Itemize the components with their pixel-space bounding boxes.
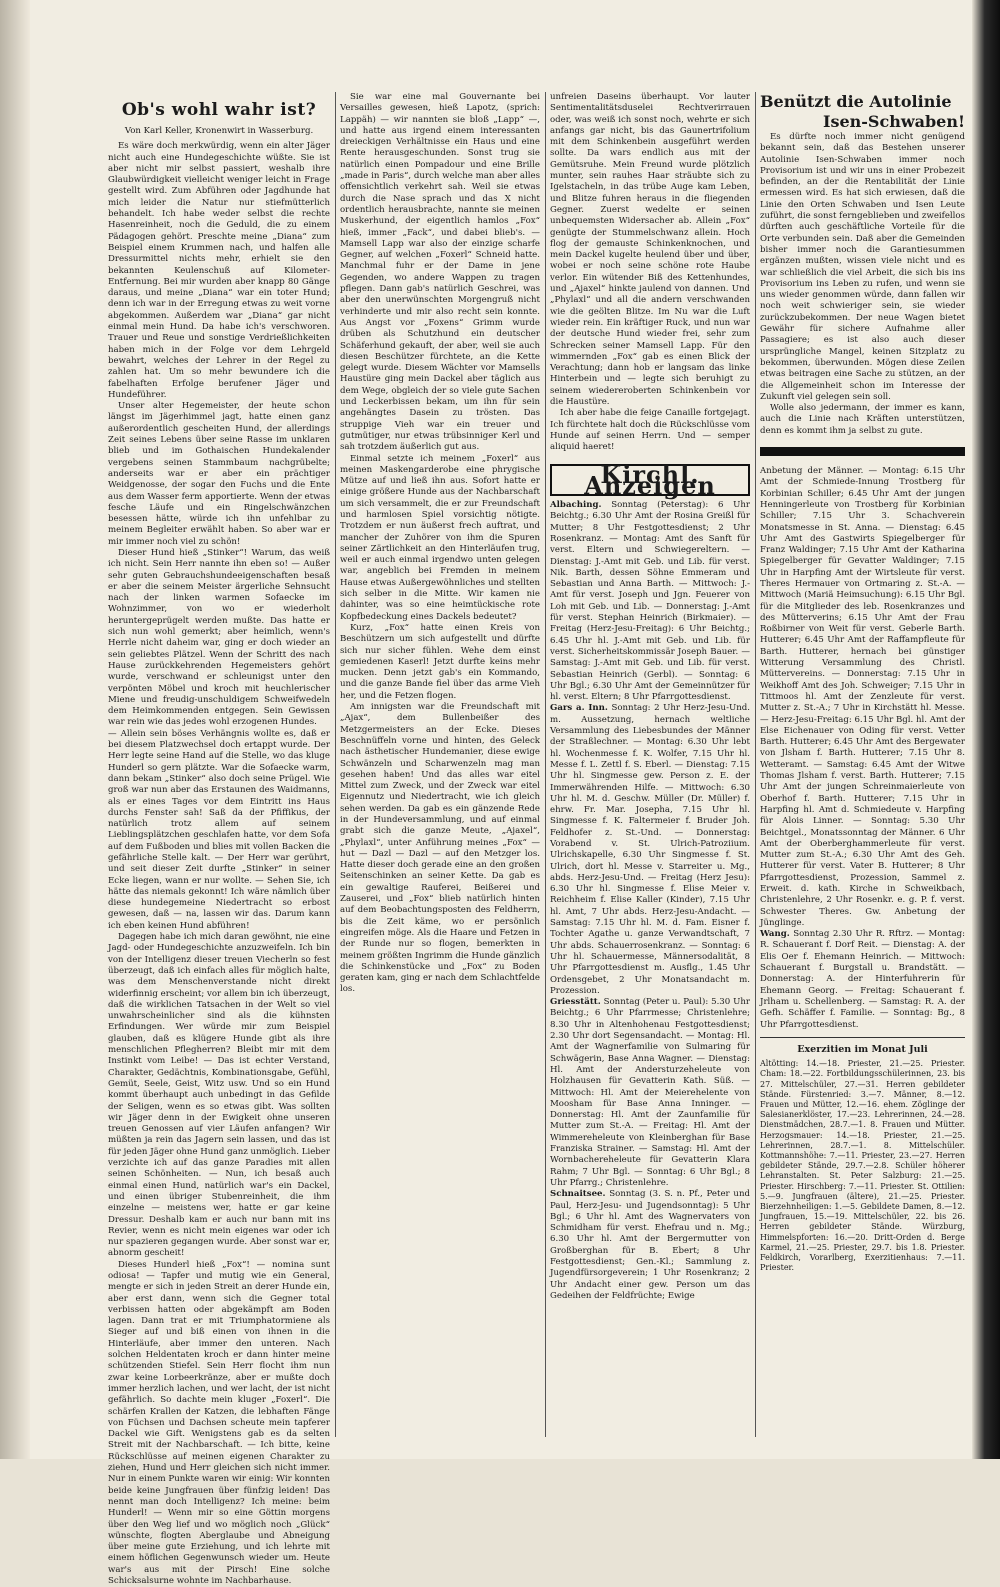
- article-paragraph: Ich aber habe die feige Canaille fortgejagt. Ich fürchtete halt doch die Rückschlüsse vom Hunde auf seinen Herrn. Und — semper aliquid haeret!: [550, 408, 750, 453]
- column-3: [550, 92, 750, 1437]
- church-entry: [550, 997, 750, 1189]
- retreats-list: Altötting: 14.—18. Priester, 21.—25. Priester. Cham: 18.—22. Fortbildungsschülerinnen, 23. bis 27. Mittelschüler, 27.—31. Herren gebildeter Stände. Fürstenried: 3.—7. Männer, 8.—12. Frauen und Mütter, 12.—16. ehem. Zöglinge der Salesianerklöster, 17.—23. Lehrerinnen, 24.—28. Dienstmädchen, 28.7.—1. 8. Frauen und Mütter. Herzogsmauer: 14.—18. Priester, 21.—25. Lehrerinnen, 28.7.—1. 8. Mittelschüler. Kottmannshöhe: 7.—11. Priester, 23.—27. Herren gebildeter Stände, 29.7.—2.8. Schüler höherer Lehranstalten. St. Peter Salzburg: 21.—25. Priester. Hirschberg: 7.—11. Priester. St. Ottilien: 5.—9. Jungfrauen (ältere), 21.—25. Priester. Bierzehnheiligen: 1.—5. Gebildete Damen, 8.—12. Jungfrauen, 15.—19. Mittelschüler, 22. bis 26. Herren gebildeter Stände. Würzburg, Himmelspforten: 16.—20. Dritt-Orden d. Berge Karmel, 21.—25. Priester, 29.7. bis 1.8. Priester. Feldkirch, Vorarlberg, Exerzitienhaus: 7.—11. Priester.: [760, 1059, 965, 1273]
- church-place: Gars a. Inn.: [550, 703, 608, 714]
- article-byline: Von Karl Keller, Kronenwirt in Wasserburg.: [124, 126, 314, 136]
- article-paragraph: Es wäre doch merkwürdig, wenn ein alter Jäger nicht auch eine Hundegeschichte wüßte. Sie ist aber nicht mir selbst passiert, weshalb ihre Glaubwürdigkeit vielleicht weniger leicht in Frage gestellt wird. Zum Abführen oder Jagdhunde hat mich leider die Natur nur stiefmütterlich behandelt. Ich habe weder selbst die rechte Hasenreinheit, noch die Geduld, die zu einem Pädagogen gehört. Preschte meine „Diana“ zum Beispiel einem Krummen nach, und halfen alle Dressurmittel nichts mehr, erhielt sie den bekannten Keulenschuß auf Kilometer-Entfernung. Bei mir wurden aber knapp 80 Gänge daraus, und meine „Diana“ war ein toter Hund; denn ich war in der Erregung etwas zu weit vorne abgekommen. Außerdem war „Diana“ gar nicht einmal mein Hund. Da habe ich's verschworen. Trauer und Reue und sonstige Verdrießlichkeiten haben mich in der Folge vor dem Lehrgeld bewahrt, welches der Lehrer in der Regel zu zahlen hat. Um so mehr bewundere ich die fabelhaften Erfolge berufener Jäger und Hundeführer.: [108, 141, 330, 400]
- church-entry: [550, 703, 750, 997]
- church-entry: [550, 500, 750, 703]
- article-headline: Ob's wohl wahr ist?: [121, 100, 317, 120]
- church-place: Griesstätt.: [550, 997, 601, 1008]
- church-entry-text: Sonntag (3. S. n. Pf., Peter und Paul, Herz-Jesu- und Jugendsonntag): 5 Uhr Bgl.; 6 Uhr hl. Amt des Wagnervaters von Schmidham für verst. Ehefrau und n. Mg.; 6.30 Uhr hl. Amt der Bergermutter von Großberghan für B. Ebert; 8 Uhr Festgottesdienst; Gen.-Kl.; Sammlung z. Jugendfürsorgeverein; 1 Uhr Rosenkranz; 2 Uhr Andacht einer gew. Person um das Gedeihen der Feldfrüchte; Ewige: [550, 1189, 750, 1301]
- church-entry-text: Sonntag (Peter u. Paul): 5.30 Uhr Beichtg.; 6 Uhr Pfarrmesse; Christenlehre; 8.30 Uhr in Altenhohenau Festgottesdienst; 2.30 Uhr dort Segensandacht. — Montag: Hl. Amt der Wagnerfamilie von Sulmaring für Schwägerin, Base Anna Wagner. — Dienstag: Hl. Amt der Andersturzeheleute von Holzhausen für Gevatterin Kath. Süß. — Mittwoch: Hl. Amt der Meierehelente von Moosham für Base Anna Inninger. — Donnerstag: Hl. Amt der Zaunfamilie für Mutter zum St.-A. — Freitag: Hl. Amt der Wimmereheleute von Kleinberghan für Base Franziska Strainer. — Samstag: Hl. Amt der Wornbachereheleute für Gevatterin Klara Rahm; 7 Uhr Bgl. — Sonntag: 6 Uhr Bgl.; 8 Uhr Pfarrg.; Christenlehre.: [550, 997, 751, 1188]
- article-paragraph: unfreien Daseins überhaupt. Vor lauter Sentimentalitätsduselei Rechtverirrauen oder, was weiß ich sonst noch, wehrte er sich anfangs gar nicht, bis das Gaunertrifolium mit dem Schinkenbein ausgeführt werden sollte. Da wars endlich aus mit der Gemütsruhe. Mein Freund wurde plötzlich munter, sein rauhes Haar sträubte sich zu Igelstacheln, in das trübe Auge kam Leben, und Blitze fuhren heraus in die fliegenden Gegner. Zuerst wedelte er seinen unbequemsten Widersacher ab. Allein „Fox“ genügte der Stummelschwanz allein. Hoch flog der gemauste Schinkenknochen, und mein Dackel kugelte heulend über und über, wobei er noch seine schöne rote Haube verlor. Ein wütender Biß des Kettenhundes, und „Ajaxel“ hinkte jaulend von dannen. Und „Phylaxl“ und all die andern verschwanden wie die geölten Blitze. Im Nu war die Luft wieder rein. Ein kräftiger Ruck, und nun war der deutsche Hund wieder frei, sehr zum Schrecken seiner Mamsell Lapp. Für den wimmernden „Fox“ gab es einen Blick der Verachtung; dann hob er langsam das linke Hinterbein und — legte sich beruhigt zu seinem wiedereroberten Schinkenbein vor die Haustüre.: [550, 92, 750, 408]
- church-entry: [550, 1189, 750, 1302]
- article-paragraph: Dieser Hund hieß „Stinker“! Warum, das weiß ich nicht. Sein Herr nannte ihn eben so! — Außer sehr guten Gebrauchshundeeigenschaften besaß er aber die seinem Meister ärgerliche Sehnsucht nach der linken warmen Sofaecke im Wohnzimmer, von wo er wiederholt heruntergeprügelt werden mußte. Das hatte er sich nun wohl gemerkt; aber heimlich, wenn's Herrle nicht daheim war, ging er doch wieder an sein geliebtes Plätzel. Wenn der Schritt des nach Hause zurückkehrenden Hegemeisters gehört wurde, verschwand er schleunigst unter den verpönten Möbel und kroch mit heuchlerischer Miene und freudig-unschuldigem Schweifwedeln dem Heimkommenden entgegen. Sein Gewissen war rein wie das jedes wohl erzogenen Hundes.: [108, 547, 330, 728]
- ad-paragraph: Wolle also jedermann, der immer es kann, auch die Linie nach Kräften unterstützen, denn es kommt ihm ja selbst zu gute.: [760, 403, 965, 436]
- church-entry-text: Sonntag: 2 Uhr Herz-Jesu-Und. m. Aussetzung, hernach weltliche Versammlung des Liebesbundes der Männer der Straßlechner. — Montag: 6.30 Uhr lebt hl. Wochenmesse f. K. Wolfer, 7.15 Uhr hl. Messe f. L. Zettl f. S. Eberl. — Dienstag: 7.15 Uhr hl. Singmesse gew. Person z. E. der Immerwährenden Hilfe. — Mittwoch: 6.30 Uhr hl. M. d. Geschw. Müller (Dr. Müller) f. ehrw. Fr. Mar. Josepha, 7.15 Uhr hl. Singmesse f. K. Faltermeier f. Bruder Joh. Feldhofer z. St.-Und. — Donnerstag: Vorabend v. St. Ulrich-Patroziium. Ulrichskapelle, 6.30 Uhr Singmesse f. St. Ulrich, dort hl. Messe v. Starreiter u. Mg., abds. Herz-Jesu-Und. — Freitag (Herz Jesu): 6.30 Uhr hl. Singmesse f. Elise Meier v. Reichheim f. Elise Kaller (Kinder), 7.15 Uhr hl. Amt, 7 Uhr abds. Herz-Jesu-Andacht. — Samstag: 7.15 Uhr hl. M. d. Fam. Eisner f. Tochter Agathe u. ganze Verwandtschaft, 7 Uhr abds. Schauerrosenkranz. — Sonntag: 6 Uhr hl. Schauermesse, Männersodalität, 8 Uhr Pfarrgottesdienst m. Ausflg., 1.45 Uhr Ordensgebet, 2 Uhr Monatsandacht m. Prozession.: [550, 703, 750, 996]
- church-place: Wang.: [760, 929, 790, 940]
- column-rule: [755, 92, 756, 1437]
- article-paragraph: Einmal setzte ich meinem „Foxerl“ aus meinen Maskengarderobe eine phrygische Mütze auf und ließ ihn aus. Sofort hatte er einige größere Hunde aus der Nachbarschaft um sich versammelt, die er zur Freundschaft und harmlosen Spiel vorsichtig nötigte. Trotzdem er nun äußerst frech auftrat, und mancher der Zuhörer von ihm die Spuren seiner Zärtlichkeit an den Hinterläufen trug, weil er auch einmal irgendwo unten gelegen war, angeblich bei Fremden in meinem Hause etwas Außergewöhnliches und stellten sich selber in die Mitte. Wir kamen nie dahinter, was so eine heimtückische rote Kopfbedeckung eines Dackels bedeutet?: [340, 453, 540, 622]
- column-1: [108, 92, 330, 1586]
- article-paragraph: Kurz, „Fox“ hatte einen Kreis von Beschützern um sich aufgestellt und dürfte sich nur sicher fühlen. Wehe dem einst gemiedenen Kaserl! Jetzt durfte keins mehr mucken. Denn jetzt gab's ein Kommando, und die ganze Bande fiel über das arme Vieh her, und die Fetzen flogen.: [340, 622, 540, 701]
- article-paragraph: Dieses Hunderl hieß „Fox“! — nomina sunt odiosa! — Tapfer und mutig wie ein General, mengte er sich in jeden Streit an derer Hunde ein, aber erst dann, wenn sich die Gegner total verbissen hatten oder abgekämpft am Boden lagen. Dann trat er mit Triumphatormiene als Sieger auf und biß einen von ihnen in die Hinterläufe, aber immer den unteren. Nach solchen Heldentaten kroch er dann hinter meine schützenden Stiefel. Sein Herr flocht ihm nun zwar keine Lorbeerkränze, aber er mußte doch immer herzlich lachen, und wer lacht, der ist nicht gefährlich. So dachte mein kluger „Foxerl“. Die schärfen Krallen der Katzen, die lebhaften Fänge von Füchsen und Dachsen scheute mein tapferer Dackel wie Gift. Wenigstens gab es da selten Streit mit der Nachbarschaft. — Ich bitte, keine Rückschlüsse auf meinen eigenen Charakter zu ziehen, Hund und Herr gleichen sich nicht immer. Nur in einem Punkte waren wir einig: Wir konnten beide keine Jungfrauen über fünfzig leiden! Das nennt man doch Intelligenz? Ich meine: beim Hunderl! — Wenn mir so eine Göttin morgens über den Weg lief und wo möglich noch „Glück“ wünschte, flogten Aberglaube und Abneigung über meine gute Erziehung, und ich lehrte mit einem höflichen Gegenwunsch wieder um. Heute war's aus mit der Pirsch! Eine solche Schicksalsurne wohnte im Nachbarhause.: [108, 1259, 330, 1586]
- column-rule: [545, 92, 546, 1437]
- column-rule: [335, 92, 336, 1437]
- section-divider-bar: [760, 447, 965, 456]
- article-paragraph: — Allein sein böses Verhängnis wollte es, daß er bei diesem Platzwechsel doch ertappt wurde. Der Herr legte seine Hand auf die Stelle, wo das kluge Hunderl so gern plätzte. War die Sofaecke warm, dann bekam „Stinker“ also doch seine Prügel. Wie groß war nun aber das Erstaunen des Waidmanns, als er eines Tages vor dem Eintritt ins Haus durchs Fenster sah! Saß da der Pfiffikus, der natürlich trotz allem auf seinem Lieblingsplätzchen geschlafen hatte, vor dem Sofa auf dem Fußboden und blies mit vollen Backen die gefährliche Stelle kalt. — Der Herr war gerührt, und seit dieser Zeit durfte „Stinker“ in seiner Ecke liegen, wann er nur wollte. — Sehen Sie, ich hätte das niemals gekonnt! Ich wäre nämlich über diese hundegemeine Niedertracht so erbost gewesen, daß — na, lassen wir das. Darum kann ich eben keinen Hund abführen!: [108, 728, 330, 931]
- ad-headline-line2: Isen-Schwaben!: [822, 112, 965, 131]
- church-entry: [760, 929, 965, 1031]
- church-place: Schnaitsee.: [550, 1189, 606, 1200]
- column-4: [760, 92, 965, 1437]
- church-place: Albaching.: [550, 500, 602, 511]
- church-entry-text: Sonntag (Peterstag): 6 Uhr Beichtg.; 6.30 Uhr Amt der Rosina Greißl für Mutter; 8 Uhr Festgottesdienst; 2 Uhr Rosenkranz. — Montag: Amt des Sanft für verst. Eltern und Schwiegereltern. — Dienstag: J.-Amt mit Geb. und Lib. für verst. Nik. Barth, dessen Söhne Emmeram und Sebastian und Anna Barth. — Mittwoch: J.-Amt für verst. Joseph und Jgn. Feuerer von Loh mit Geb. und Lib. — Donnerstag: J.-Amt für verst. Stephan Heinrich (Birkmaier). — Freitag (Herz-Jesu-Freitag): 6 Uhr Beichtg.; 6.45 Uhr hl. J.-Amt mit Geb. und Lib. für verst. Sicherheitskommissär Joseph Bauer. — Samstag: J.-Amt mit Geb. und Lib. für verst. Sebastian Heinrich (Gerbl). — Sonntag: 6 Uhr Bgl.; 6.30 Uhr Amt der Gemeinnützer für hl. verst. Eltern; 8 Uhr Pfarrgottesdienst.: [550, 500, 751, 703]
- article-paragraph: Unser alter Hegemeister, der heute schon längst im Jägerhimmel jagt, hatte einen ganz außerordentlich gescheiten Hund, der allerdings Zeit seines Lebens über seine Rasse im unklaren blieb und im Gothaischen Hundekalender vergebens seinen Stammbaum nachgrübelte; anderseits war er aber ein prächtiger Weidgenosse, der sogar den Fuchs und die Ente aus dem Wasser ferm apportierte. Wenn der etwas fesche Läufe und ein Ringelschwänzchen besessen hätte, würde ich ihn unfehlbar zu meinem Begleiter erwählt haben. So aber war er mir immer noch viel zu schön!: [108, 401, 330, 547]
- church-notices-heading: Kirchl. Anzeigen: [550, 464, 750, 497]
- divider-line: [760, 1037, 965, 1038]
- church-entry-text: Sonntag 2.30 Uhr R. Rftrz. — Montag: R. Schauerant f. Dorf Reit. — Dienstag: A. der Elis Oer f. Ehemann Heinrich. — Mittwoch: Schauerant f. Burgstall u. Brandstätt. — Donnerstag: A. der Hinterfuhrerin für Ehemann Georg. — Freitag: Schauerant f. Jrlham u. Schellenberg. — Samstag: R. A. der Gefh. Schäffer f. Familie. — Sonntag: Bg., 8 Uhr Pfarrgottesdienst.: [760, 929, 965, 1030]
- church-entry-continued: Anbetung der Männer. — Montag: 6.15 Uhr Amt der Schmiede-Innung Trostberg für Korbinian Schiller; 6.45 Uhr Amt der jungen Henningerleute von Trostberg für Korbinian Schiller; 7.15 Uhr 3. Schachverein Monatsmesse in St. Anna. — Dienstag: 6.45 Uhr Amt des Gastwirts Spiegelberger für Franz Waldinger; 7.15 Uhr Amt der Katharina Spiegelberger für Gevatter Waldinger; 7.15 Uhr in Harpfing Amt der Wirtsleute für verst. Theres Hermauer von Ortmaring z. St.-A. — Mittwoch (Mariä Heimsuchung): 6.15 Uhr Bgl. für die Mitglieder des leb. Rosenkranzes und des Mütterverins; 6.15 Uhr Amt der Frau Roßbirner von Weit für verst. Geberle Barth. Hutterer; 6.45 Uhr Amt der Raffampfleute für Barth. Hutterer, hernach bei günstiger Witterung Versammlung des Christl. Müttervereins. — Donnerstag: 7.15 Uhr in Weikhoff Amt des Joh. Schweiger; 7.15 Uhr in Tittmoos hl. Amt der Zenzleute für verst. Mutter z. St.-A.; 7 Uhr in Kirchstätt hl. Messe. — Herz-Jesu-Freitag: 6.15 Uhr Bgl. hl. Amt der Else Eichenauer von Oding für verst. Vetter Barth. Hutterer; 6.45 Uhr Amt des Bergewater von Jlsham f. Barth. Hutterer; 7.15 Uhr 8. Wetteramt. — Samstag: 6.45 Amt der Witwe Thomas Jlsham f. verst. Barth. Hutterer; 7.15 Uhr Amt der jungen Schreinmaierleute von Oberhof f. Barth. Hutterer; 7.15 Uhr in Harpfing hl. Amt d. Schmiedeute v. Harpfing für Alois Linner. — Sonntag: 5.30 Uhr Beichtgel., Monatssonntag der Männer. 6 Uhr Amt der Oberberghammerleute für verst. Mutter zum St.-A.; 6.30 Uhr Amt des Geh. Hutterer für verst. Vater B. Hutterer; 8 Uhr Pfarrgottesdienst, Prozession, Sammel z. Erweit. d. kath. Kirche in Schweikbach, Christenlehre, 2 Uhr Rosenkr. e. g. P. f. verst. Schwester Theres. Gw. Anbetung der Jünglinge.: [760, 466, 965, 928]
- retreats-heading: Exerzitien im Monat Juli: [797, 1043, 928, 1055]
- page-right-shadow: [972, 0, 1000, 1459]
- article-paragraph: Dagegen habe ich mich daran gewöhnt, nie eine Jagd- oder Hundegeschichte anzuzweifeln. Ich bin von der Intelligenz dieser treuen Viecherln so fest überzeugt, daß ich einfach alles für möglich halte, was dem Menschenverstande nicht direkt widerfinnig erscheint; vor allem bin ich überzeugt, daß die wirklichen Tatsachen in der Welt so viel unwahrscheinlicher sind als die kühnsten Erfindungen. Wer würde mir zum Beispiel glauben, daß es klügere Hunde gibt als ihre menschlichen Pflegherren? Bleibt mir mit dem Instinkt vom Leibe! — Das ist echter Verstand, Charakter, Gedächtnis, Kombinationsgabe, Gefühl, Gemüt, Seele, Geist, Witz usw. Und so ein Hund kommt überhaupt auch unbedingt in das Gefilde der Seligen, wenn es so etwas gibt. Was sollten wir Jäger denn in der Ewigkeit ohne unseren treuen Genossen auf vier Läufen anfangen? Wir müßten ja rein das Jagern sein lassen, und das ist für jeden Jäger ohne Hund ganz unmöglich. Lieber verzichte ich auf das ganze Paradies mit allen seinen Schönheiten. — Nun, ich besaß auch einmal einen Hund, natürlich war's ein Dackel, und einen übriger Stubenreinheit, die ihm einzelne — meistens wer, hatte er gar keine Dressur. Deshalb kam er auch nur bann mit ins Revier, wenn es nicht mein eigenes war oder ich nur spazieren gegangen wurde. Aber sonst war er, abnorm gescheit!: [108, 932, 330, 1259]
- ad-paragraph: Es dürfte noch immer nicht genügend bekannt sein, daß das Bestehen unserer Autolinie Isen-Schwaben immer noch Provisorium ist und wir uns in einer Probezeit befinden, an der die Rentabilität der Linie ermessen wird. Es hat sich erwiesen, daß die Linie den Orten Schwaben und Isen Leute zuführt, die sonst ferngeblieben und zweifellos dürften auch geschäftliche Vorteile für die Orte verbunden sein. Daß aber die Gemeinden bisher immer noch die Garantiesummen ergänzen mußten, wissen viele nicht und es war schließlich die viel Arbeit, die sich bis ins Provisorium ins Leben zu rufen, und wenn sie uns wieder genommen würde, dann fallen wir noch weit schwieriger sein, sie wieder zurückzubekommen. Der neue Wagen bietet Gewähr für sichere Aufnahme aller Passagiere; es ist also auch dieser ursprüngliche Mangel, keinen Sitzplatz zu bekommen, überwunden. Mögen diese Zeilen etwas beitragen eine Sache zu stützen, an der die Allgemeinheit schon im Interesse der Zukunft viel gelegen sein soll.: [760, 132, 965, 402]
- article-paragraph: Sie war eine mal Gouvernante bei Versailles gewesen, hieß Lapotz, (sprich: Lappäh) — wir nannten sie bloß „Lapp“ —, und hatte aus irgend einem interessanten dreieckigen Verhältnisse ein Haus und eine Rente herausgeschunden. Sonst trug sie natürlich einen Pompadour und eine Brille „made in Paris“, durch welche man aber alles offensichtlich verkehrt sah. Weil sie etwas durch die Nase sprach und das X nicht ordentlich herausbrachte, nannte sie meinen Muskerhund, der eigentlich hamlos „Fox“ hieß, immer „Fack“, und dabei blieb's. — Mamsell Lapp war also der einzige scharfe Gegner, auf welchen „Foxerl“ Schneid hatte. Manchmal fuhr er der Dame in jene Gegenden, wo andere Wappen zu tragen pflegen. Dann gab's natürlich Geschrei, was aber den unerwünschten Morgengruß nicht verhinderte und mir also recht sein konnte. Aus Angst vor „Foxens“ Grimm wurde drüben als Schutzhund ein deutscher Schäferhund gekauft, der aber, weil sie auch diesen Beschützer fürchtete, an die Kette gelegt wurde. Diesem Wächter vor Mamsells Haustüre ging mein Dackel aber täglich aus dem Wege, obgleich der so viele gute Sachen und Leckerbissen bekam, um ihn für sein angehängtes Dasein zu trösten. Das struppige Vieh war ein treuer und gutmütiger, nur etwas trübsinniger Kerl und sah trotzdem äußerlich gut aus.: [340, 92, 540, 453]
- column-2: [340, 92, 540, 1437]
- ad-headline-line1: Benützt die Autolinie: [760, 92, 952, 111]
- page-binding-edge: [0, 0, 30, 1459]
- article-paragraph: Am innigsten war die Freundschaft mit „Ajax“, dem Bullenbeißer des Metzgermeisters an der Ecke. Dieses Beschnüffeln vorne und hinten, des Geleck nach ästhetischer Hundemanier, diese ewige Schwänzeln und Scharwenzeln mag man gesehen haben! Und das alles war eitel Mittel zum Zweck, und der Zweck war eitel Eigennutz und Niedertracht, wie ich gleich sehen werden. Da gab es ein gänzende Rede in der Hundeversammlung, und auf einmal grabt sich die ganze Meute, „Ajaxel“, „Phylaxl“, unter Anführung meines „Fox“ — hut — Dazl — Dazl — auf den Metzger los. Hatte dieser doch gerade eine an den großen Seitenschinken an seiner Kette. Da gab es ein gewaltige Rauferei, Beißerei und Zauserei, und „Fox“ blieb natürlich hinten auf dem Beobachtungsposten des Feldherrn, bis die Zeit käme, wo er persönlich eingreifen möge. Als die Haare und Fetzen in der Runde nur so flogen, bemerkten in meinem größten Ingrimm die Hunde gänzlich die Schinkenstücke und „Fox“ zu Boden geraten kam, ging er nach dem Schlachtfelde los.: [340, 702, 540, 995]
